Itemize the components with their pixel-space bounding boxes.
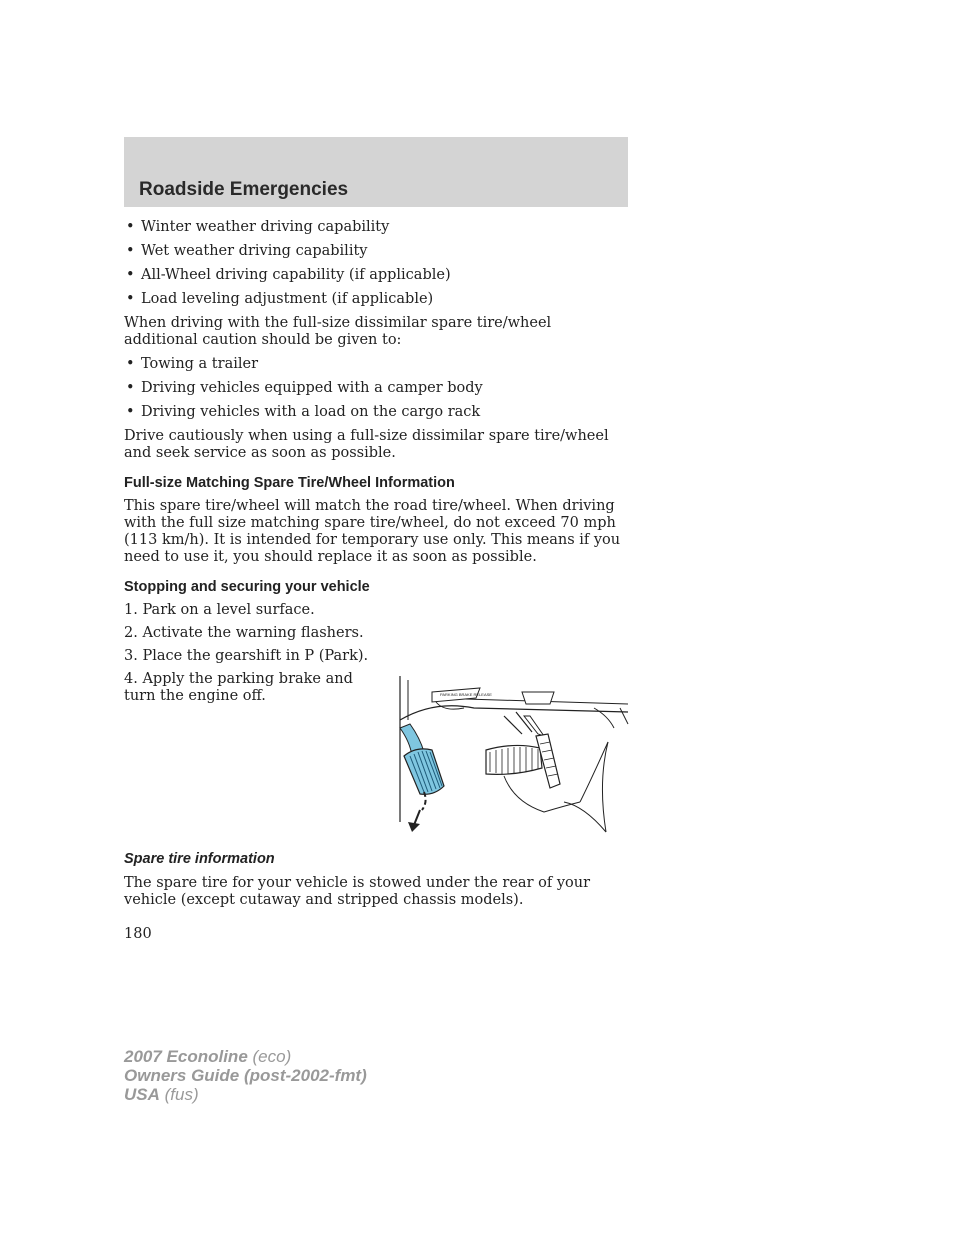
list-item: • All-Wheel driving capability (if applicable) [124, 267, 624, 284]
footer-line-1 [124, 1047, 367, 1066]
list-item: • Towing a trailer [124, 356, 624, 373]
caution-paragraph: When driving with the full-size dissimilar spare tire/wheel additional caution should be given to: [124, 315, 552, 348]
section-title: Roadside Emergencies [139, 179, 349, 200]
list-item: • Driving vehicles with a load on the cargo rack [124, 404, 624, 421]
list-item: • Winter weather driving capability [124, 219, 624, 236]
footer-model: 2007 Econoline [124, 1047, 248, 1066]
release-label: PARKING BRAKE RELEASE [440, 692, 492, 697]
list-item: • Load leveling adjustment (if applicable) [124, 291, 624, 308]
footer-market-code: (fus) [164, 1085, 199, 1104]
list-item: • Wet weather driving capability [124, 243, 624, 260]
stopping-heading: Stopping and securing your vehicle [124, 579, 370, 595]
matching-spare-heading: Full-size Matching Spare Tire/Wheel Information [124, 475, 455, 491]
section-header-band [124, 137, 628, 207]
matching-spare-paragraph: This spare tire/wheel will match the road tire/wheel. When driving with the full size matching spare tire/wheel, do not exceed 70 mph (113 km/h). It is intended for temporary use only. This means if you need to use it, you should replace it as soon as possible. [124, 498, 621, 565]
list-item: • Driving vehicles equipped with a camper body [124, 380, 624, 397]
footer-guide: Owners Guide (post-2002-fmt) [124, 1066, 367, 1085]
footer-line-2 [124, 1066, 367, 1085]
step-item: 4. Apply the parking brake and turn the engine off. [124, 671, 353, 704]
footer-line-3 [124, 1085, 367, 1104]
step-item: 2. Activate the warning flashers. [124, 625, 364, 641]
spare-tire-paragraph: The spare tire for your vehicle is stowed under the rear of your vehicle (except cutaway and stripped chassis models). [124, 875, 591, 908]
main-content [124, 219, 624, 705]
spare-tire-heading: Spare tire information [124, 851, 275, 867]
parking-brake-illustration [394, 672, 630, 838]
spare-tire-section [124, 851, 624, 916]
step-item: 1. Park on a level surface. [124, 602, 315, 618]
step-item: 3. Place the gearshift in P (Park). [124, 648, 369, 664]
drive-cautiously-paragraph: Drive cautiously when using a full-size dissimilar spare tire/wheel and seek service as soon as possible. [124, 428, 609, 461]
document-footer [124, 1047, 367, 1104]
footer-market: USA [124, 1085, 160, 1104]
footer-model-code: (eco) [252, 1047, 292, 1066]
page-number: 180 [124, 926, 152, 942]
